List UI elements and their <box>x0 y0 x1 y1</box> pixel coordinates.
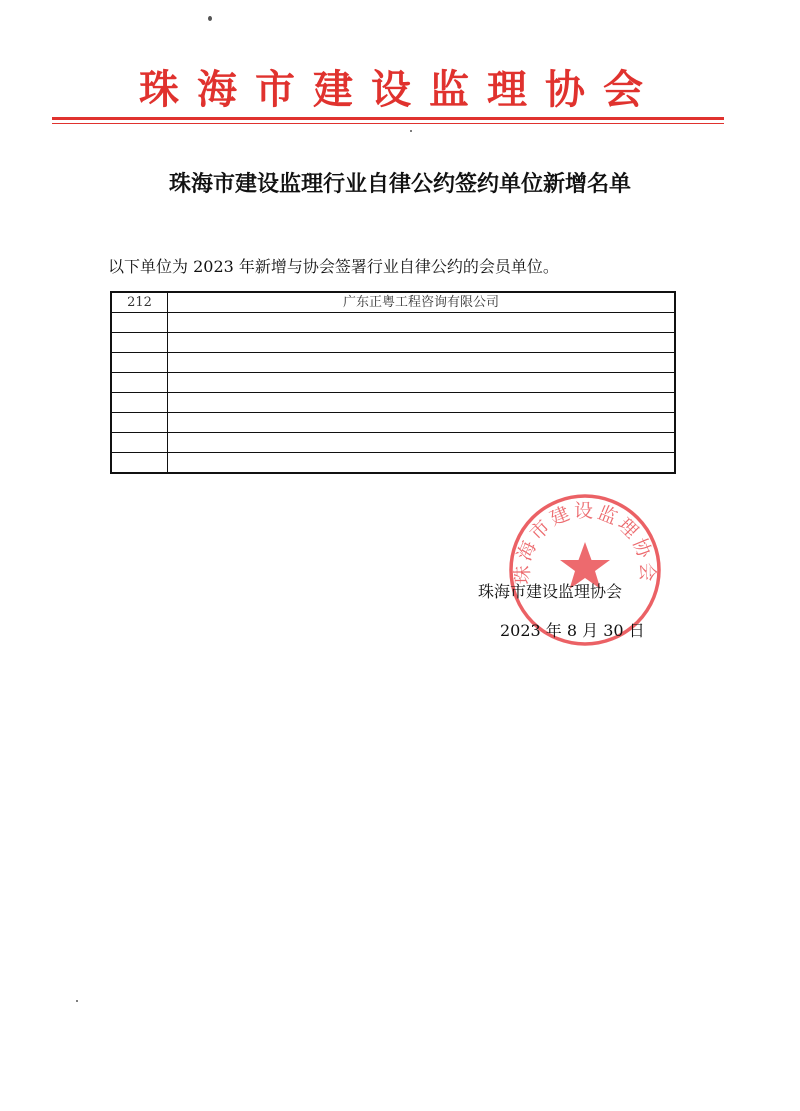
table-row <box>111 433 675 453</box>
member-number-cell: 212 <box>111 292 168 313</box>
member-name-cell <box>168 353 676 373</box>
member-number-cell <box>111 313 168 333</box>
table-row <box>111 333 675 353</box>
member-number-cell <box>111 433 168 453</box>
member-number-cell <box>111 393 168 413</box>
table-row <box>111 313 675 333</box>
signature-date: 2023 年 8 月 30 日 <box>500 621 645 640</box>
scan-speck <box>410 130 412 132</box>
member-name-cell <box>168 313 676 333</box>
member-name-cell: 广东正粤工程咨询有限公司 <box>168 292 676 313</box>
letterhead-rule-thick <box>52 117 724 120</box>
member-number-cell <box>111 453 168 474</box>
member-name-cell <box>168 373 676 393</box>
table-row <box>111 353 675 373</box>
member-number-cell <box>111 353 168 373</box>
member-name-cell <box>168 393 676 413</box>
table-row <box>111 292 675 313</box>
member-name-cell <box>168 453 676 474</box>
member-number-cell <box>111 373 168 393</box>
table-row <box>111 373 675 393</box>
member-number-cell <box>111 413 168 433</box>
svg-text:珠海市建设监理协会: 珠海市建设监理协会 <box>511 500 659 585</box>
letterhead-org-name: 珠海市建设监理协会 <box>139 67 661 113</box>
member-name-cell <box>168 433 676 453</box>
scan-speck <box>208 16 212 21</box>
member-name-cell <box>168 333 676 353</box>
table-row <box>111 413 675 433</box>
document-title: 珠海市建设监理行业自律公约签约单位新增名单 <box>168 172 631 197</box>
intro-paragraph: 以下单位为 2023 年新增与协会签署行业自律公约的会员单位。 <box>108 257 559 276</box>
signature-org: 珠海市建设监理协会 <box>478 582 623 601</box>
scan-speck <box>76 1000 78 1002</box>
member-table <box>110 291 676 474</box>
table-row <box>111 453 675 474</box>
member-name-cell <box>168 413 676 433</box>
table-row <box>111 393 675 413</box>
letterhead-rule-thin <box>52 123 724 124</box>
member-number-cell <box>111 333 168 353</box>
member-table-body <box>111 292 675 473</box>
